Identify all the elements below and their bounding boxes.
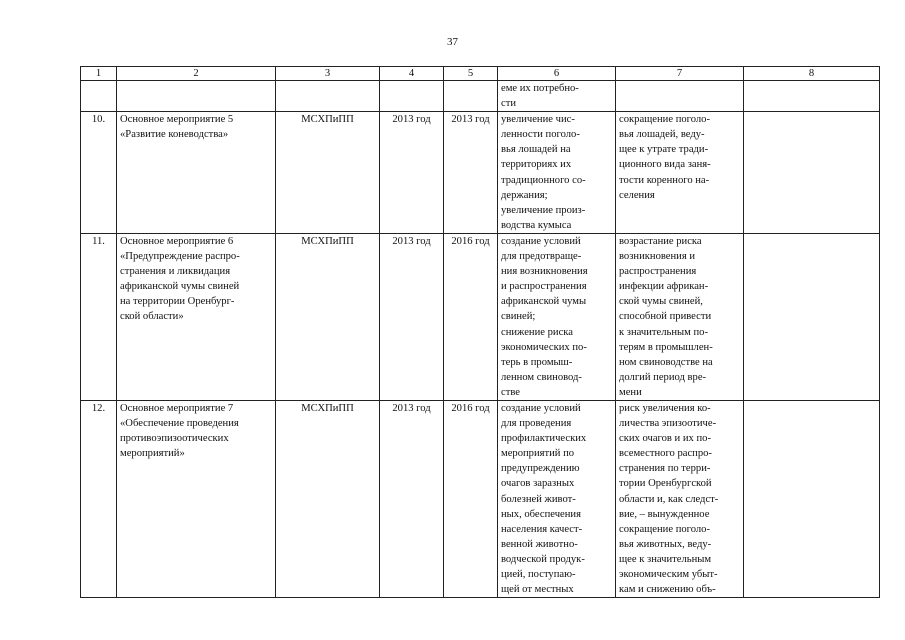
result-line: и распространения (501, 281, 587, 293)
consequence-line: сокращение поголо- (619, 114, 711, 126)
executor-cell: МСХПиПП (276, 233, 380, 400)
event-line: на территории Оренбург- (120, 296, 235, 308)
consequence-cell (616, 400, 744, 597)
consequence-line: ской чумы свиней, (619, 296, 703, 308)
result-line: увеличение чис- (501, 114, 575, 126)
consequence-line: возникновения и (619, 251, 696, 263)
event-cell (117, 233, 276, 400)
result-line: увеличение произ- (501, 204, 586, 216)
result-cell (498, 233, 616, 400)
result-line: очагов заразных (501, 478, 575, 490)
result-line: мероприятий по (501, 448, 575, 460)
result-line: предупреждению (501, 463, 580, 475)
table-row (81, 400, 880, 597)
result-line: вья лошадей на (501, 144, 571, 156)
result-line: ных, обеспечения (501, 508, 581, 520)
consequence-line: ном свиноводстве на (619, 356, 713, 368)
consequence-line: вья животных, веду- (619, 538, 712, 550)
consequence-line: возрастание риска (619, 235, 702, 247)
event-cell (117, 112, 276, 234)
event-cell (117, 400, 276, 597)
consequence-line: к значительным по- (619, 326, 709, 338)
result-line: водческой продук- (501, 553, 585, 565)
result-line: для предотвраще- (501, 251, 582, 263)
header-row (81, 67, 880, 81)
executor-cell: МСХПиПП (276, 400, 380, 597)
event-line: Основное мероприятие 6 (120, 235, 234, 247)
result-line: создание условий (501, 235, 581, 247)
event-line: «Предупреждение распро- (120, 251, 240, 263)
result-line: территориях их (501, 159, 572, 171)
result-line: болезней живот- (501, 493, 576, 505)
consequence-line: личества эпизоотиче- (619, 418, 717, 430)
cont-result-line: сти (501, 98, 517, 110)
consequence-line: риск увеличения ко- (619, 402, 711, 414)
header-col-5: 5 (444, 67, 498, 81)
result-line: цией, поступаю- (501, 569, 576, 580)
consequence-line: щее к значительным (619, 553, 712, 565)
consequence-line: мени (619, 386, 642, 398)
result-line: водства кумыса (501, 219, 572, 231)
result-line: держания; (501, 189, 548, 201)
table-row (81, 233, 880, 400)
result-line: терь в промыш- (501, 356, 573, 368)
result-line: щей от местных (501, 584, 574, 596)
consequence-line: терям в промышлен- (619, 341, 713, 353)
cont-cell-4 (380, 81, 444, 112)
consequence-line: странения по терри- (619, 463, 711, 475)
result-cell (498, 112, 616, 234)
consequence-line: вие, – вынужденное (619, 508, 710, 520)
end-year-cell: 2016 год (444, 233, 498, 400)
end-year-cell: 2013 год (444, 112, 498, 234)
cont-cell-5 (444, 81, 498, 112)
table-row (81, 112, 880, 234)
header-col-4: 4 (380, 67, 444, 81)
result-line: ленности поголо- (501, 129, 580, 141)
cont-cell-7 (616, 81, 744, 112)
consequence-line: способной привести (619, 311, 712, 323)
consequence-line: ских очагов и их по- (619, 433, 711, 445)
cont-result-line: еме их потребно- (501, 83, 579, 94)
cont-cell-1 (81, 81, 117, 112)
event-line: странения и ликвидация (120, 266, 231, 278)
consequence-line: тории Оренбургской (619, 478, 712, 490)
result-line: венной животно- (501, 538, 578, 550)
result-cell (498, 400, 616, 597)
result-line: снижение риска (501, 326, 573, 338)
header-col-7: 7 (616, 67, 744, 81)
header-col-6: 6 (498, 67, 616, 81)
consequence-line: инфекции африкан- (619, 281, 709, 293)
row-number: 10. (81, 112, 117, 234)
result-line: экономических по- (501, 341, 587, 353)
measures-table (80, 66, 880, 598)
result-line: свиней; (501, 311, 536, 323)
consequence-line: экономическим убыт- (619, 569, 718, 580)
consequence-line: тости коренного на- (619, 174, 710, 186)
page-number: 37 (447, 36, 458, 48)
consequence-line: вья лошадей, веду- (619, 129, 705, 141)
executor-cell: МСХПиПП (276, 112, 380, 234)
header-col-1: 1 (81, 67, 117, 81)
event-line: ской области» (120, 311, 184, 323)
event-line: мероприятий» (120, 448, 185, 460)
event-line: «Развитие коневодства» (120, 129, 229, 141)
event-line: африканской чумы свиней (120, 281, 240, 293)
link-cell (744, 233, 880, 400)
consequence-cell (616, 112, 744, 234)
result-line: создание условий (501, 402, 581, 414)
cont-cell-2 (117, 81, 276, 112)
result-line: профилактических (501, 433, 587, 445)
event-line: Основное мероприятие 7 (120, 402, 234, 414)
consequence-line: долгий период вре- (619, 371, 707, 383)
consequence-line: щее к утрате тради- (619, 144, 709, 156)
cont-result-cell (498, 81, 616, 112)
consequence-line: ционного вида заня- (619, 159, 711, 171)
continuation-row (81, 81, 880, 112)
result-line: традиционного со- (501, 174, 586, 186)
result-line: стве (501, 386, 520, 398)
result-line: ленном свиновод- (501, 371, 582, 383)
consequence-line: сокращение поголо- (619, 523, 711, 535)
end-year-cell: 2016 год (444, 400, 498, 597)
start-year-cell: 2013 год (380, 112, 444, 234)
event-line: Основное мероприятие 5 (120, 114, 234, 126)
consequence-line: всеместного распро- (619, 448, 712, 460)
event-line: противоэпизоотических (120, 433, 229, 445)
start-year-cell: 2013 год (380, 233, 444, 400)
consequence-line: селения (619, 189, 655, 201)
link-cell (744, 400, 880, 597)
result-line: ния возникновения (501, 266, 588, 278)
row-number: 11. (81, 233, 117, 400)
result-line: африканской чумы (501, 296, 587, 308)
start-year-cell: 2013 год (380, 400, 444, 597)
result-line: для проведения (501, 418, 572, 430)
header-col-8: 8 (744, 67, 880, 81)
header-col-3: 3 (276, 67, 380, 81)
row-number: 12. (81, 400, 117, 597)
consequence-line: области и, как следст- (619, 493, 719, 505)
consequence-line: кам и снижению объ- (619, 584, 716, 596)
consequence-cell (616, 233, 744, 400)
header-col-2: 2 (117, 67, 276, 81)
cont-cell-3 (276, 81, 380, 112)
event-line: «Обеспечение проведения (120, 418, 239, 430)
consequence-line: распространения (619, 266, 697, 278)
link-cell (744, 112, 880, 234)
cont-cell-8 (744, 81, 880, 112)
result-line: населения качест- (501, 523, 583, 535)
